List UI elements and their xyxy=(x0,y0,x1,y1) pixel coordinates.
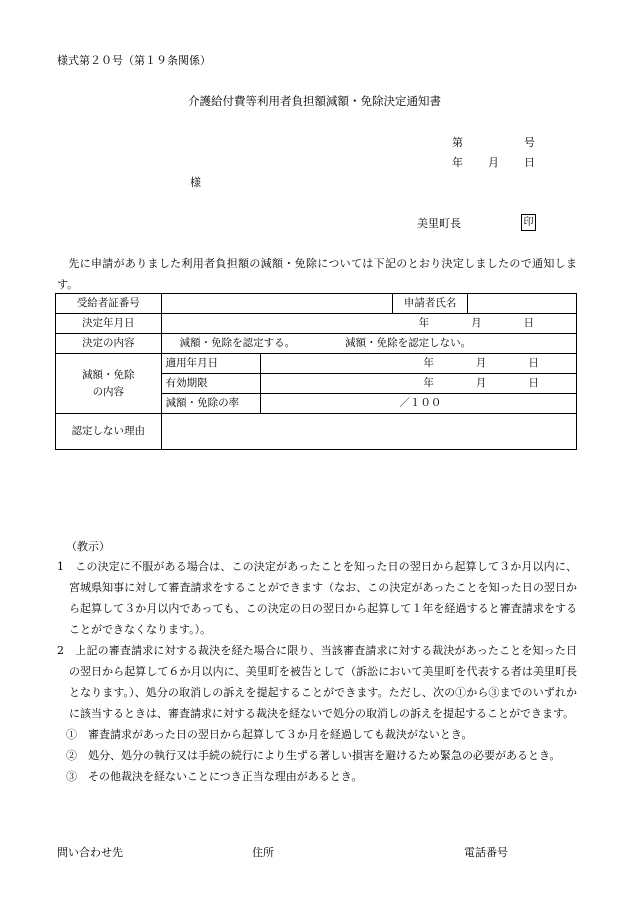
decision-table xyxy=(55,293,577,450)
rate-label: 減額・免除の率 xyxy=(161,394,261,414)
reason-value xyxy=(161,414,576,450)
notice-body xyxy=(57,556,577,787)
deny-option[interactable]: 減額・免除を認定しない。 xyxy=(345,337,472,350)
notice-sub-2: ② 処分、処分の執行又は手続の続行により生ずる著しい損害を避けるため緊急の必要があるとき。 xyxy=(66,749,561,762)
date-year: 年 xyxy=(452,156,463,169)
doc-number-dai: 第 xyxy=(452,136,463,149)
approve-option[interactable]: 減額・免除を認定する。 xyxy=(179,337,296,350)
notice-item-1: 1 この決定に不服がある場合は、この決定があったことを知った日の翌日から起算して３か月以内に、宮城県知事に対して審査請求をすることができます（なお、この決定があったことを知った日の翌日から起算して３か月以内であっても、この決定の日の翌日から起算して１年を経過すると審査請求をすることができなくなります。）。 xyxy=(57,560,577,636)
notice-sub-3: ③ その他裁決を経ないことにつき正当な理由があるとき。 xyxy=(66,770,363,783)
reason-label: 認定しない理由 xyxy=(56,414,162,450)
recipient-no-value xyxy=(161,294,393,314)
date-day: 日 xyxy=(524,156,535,169)
reduction-content-label: 減額・免除 の内容 xyxy=(56,354,162,414)
valid-period-label: 有効期限 xyxy=(161,374,261,394)
footer-contact: 問い合わせ先 xyxy=(57,846,123,859)
form-number: 様式第２０号（第１９条関係） xyxy=(57,54,211,67)
applicant-name-label: 申請者氏名 xyxy=(393,294,468,313)
notice-heading: （教示） xyxy=(66,540,110,553)
recipient-no-label: 受給者証番号 xyxy=(56,294,162,314)
addressee-suffix: 様 xyxy=(190,176,201,189)
decision-date-value: 年 月 日 xyxy=(161,314,576,334)
decision-date-label: 決定年月日 xyxy=(56,314,162,334)
notice-item-2: 2 上記の審査請求に対する裁決を経た場合に限り、当該審査請求に対する裁決があったことを知った日の翌日から起算して６か月以内に、美里町を被告として（訴訟において美里町を代表する者は美里町長となります。）、処分の取消しの訴えを提起することができます。ただし、次の①から③までのいずれかに該当するときは、審査請求に対する裁決を経ないで処分の取消しの訴えを提起することができます。 xyxy=(57,644,577,720)
notice-sub-1: ① 審査請求があった日の翌日から起算して３か月を経過しても裁決がないとき。 xyxy=(66,728,473,741)
decision-content-value xyxy=(161,334,576,354)
valid-period-value: 年 月 日 xyxy=(261,374,577,394)
doc-number-go: 号 xyxy=(524,136,535,149)
apply-date-value: 年 月 日 xyxy=(261,354,577,374)
apply-date-label: 適用年月日 xyxy=(161,354,261,374)
footer-phone: 電話番号 xyxy=(464,846,508,859)
date-month: 月 xyxy=(488,156,499,169)
seal-icon: 印 xyxy=(521,214,536,231)
decision-content-label: 決定の内容 xyxy=(56,334,162,354)
page-title: 介護給付費等利用者負担額減額・免除決定通知書 xyxy=(188,94,441,108)
footer-address: 住所 xyxy=(252,846,274,859)
intro-text: 先に申請がありました利用者負担額の減額・免除については下記のとおり決定しましたので通知します。 xyxy=(57,257,577,291)
rate-value: ／１００ xyxy=(261,394,577,414)
issuer: 美里町長 xyxy=(417,217,461,230)
